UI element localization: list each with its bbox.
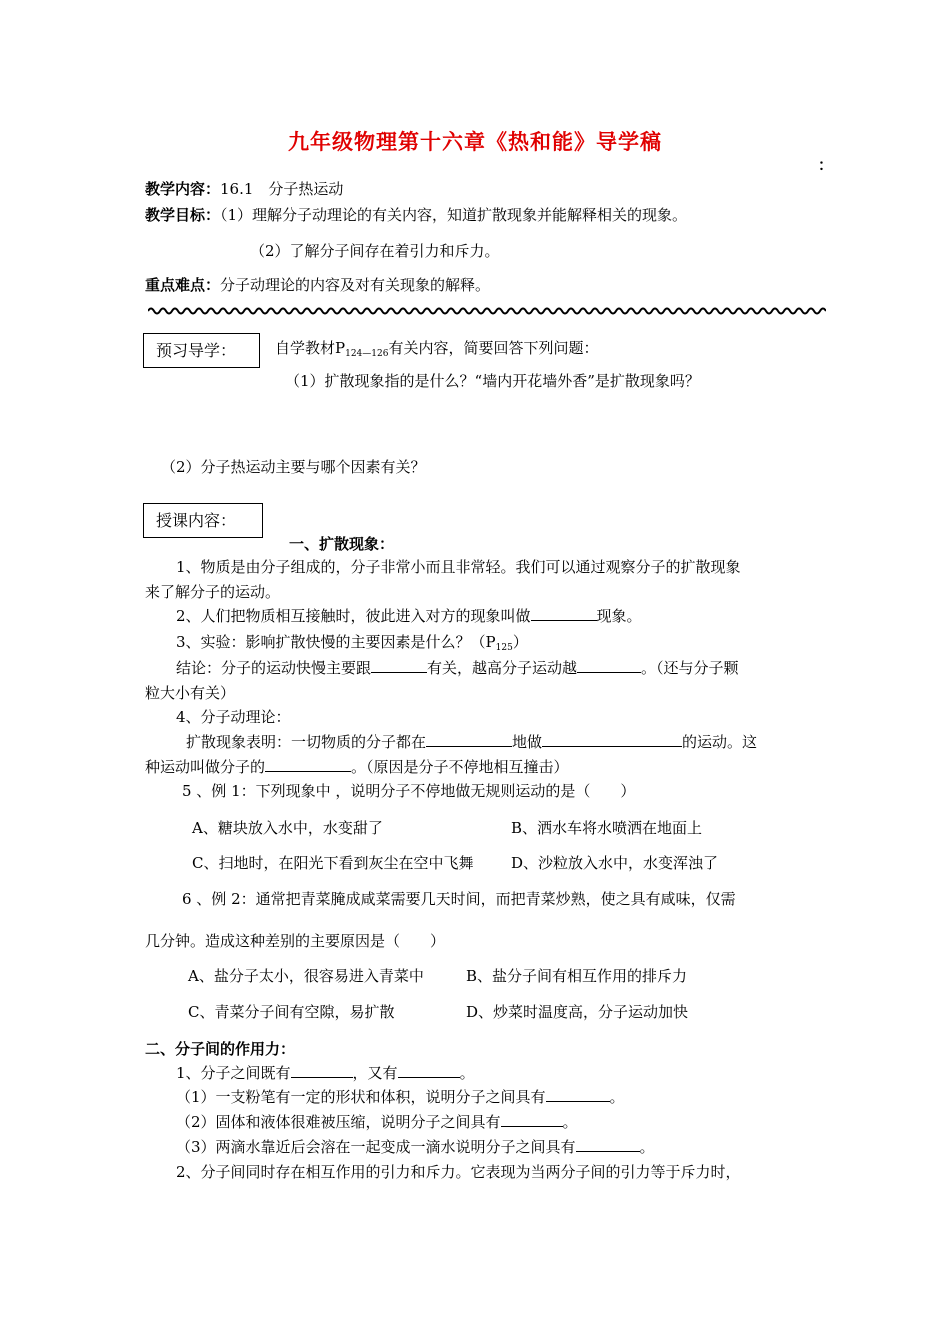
teaching-goal-1: （1）理解分子动理论的有关内容，知道扩散现象并能解释相关的现象。 <box>220 206 688 224</box>
answer-blank[interactable] <box>542 732 682 747</box>
answer-blank[interactable] <box>531 606 597 621</box>
preview-question-2: （2）分子热运动主要与哪个因素有关？ <box>161 458 426 476</box>
conclusion-line-1 <box>176 657 739 678</box>
teaching-goal-label: 教学目标： <box>145 206 221 224</box>
example-1-option-b: B、洒水车将水喷洒在地面上 <box>511 819 703 837</box>
page-title: 九年级物理第十六章《热和能》导学稿 <box>288 129 662 154</box>
teaching-goal-row <box>145 204 687 225</box>
conclusion-pre: 结论：分子的运动快慢主要跟 <box>176 659 372 677</box>
force-1a-pre: （1）一支粉笔有一定的形状和体积，说明分子之间具有 <box>176 1088 546 1106</box>
paragraph-4a-mid: 地做 <box>512 733 543 751</box>
paragraph-4a-post: 的运动。这 <box>682 733 758 751</box>
preview-intro-post: 有关内容，简要回答下列问题： <box>388 339 599 357</box>
paragraph-1-line-1: 1、物质是由分子组成的，分子非常小而且非常轻。我们可以通过观察分子的扩散现象 <box>176 558 741 576</box>
answer-blank[interactable] <box>371 658 427 673</box>
paragraph-3 <box>176 631 528 652</box>
example-2-line-1: 6 、例 2：通常把青菜腌成咸菜需要几天时间，而把青菜炒熟，使之具有咸味，仅需 <box>182 890 736 908</box>
force-1b-pre: （2）固体和液体很难被压缩，说明分子之间具有 <box>176 1113 501 1131</box>
force-1a-post: 。 <box>609 1088 625 1106</box>
teaching-content-value: 16.1 分子热运动 <box>220 180 344 198</box>
conclusion-line-2: 粒大小有关） <box>145 684 236 702</box>
paragraph-3-post: ） <box>512 633 528 651</box>
force-1-mid: ，又有 <box>352 1064 398 1082</box>
paragraph-4a-pre: 扩散现象表明：一切物质的分子都在 <box>186 733 427 751</box>
answer-blank[interactable] <box>265 757 351 772</box>
force-2: 2、分子间同时存在相互作用的引力和斥力。它表现为当两分子间的引力等于斥力时， <box>176 1163 741 1181</box>
paragraph-2-post: 现象。 <box>596 607 642 625</box>
paragraph-4b-post: 。（原因是分子不停地相互撞击） <box>351 758 569 776</box>
paragraph-2 <box>176 605 642 626</box>
example-2-option-b: B、盐分子间有相互作用的排斥力 <box>466 967 688 985</box>
answer-blank[interactable] <box>577 658 641 673</box>
example-1-option-c: C、扫地时，在阳光下看到灰尘在空中飞舞 <box>192 854 474 872</box>
answer-blank[interactable] <box>501 1112 563 1127</box>
answer-blank[interactable] <box>576 1137 640 1152</box>
example-2-option-c: C、青菜分子间有空隙，易扩散 <box>188 1003 395 1021</box>
answer-blank[interactable] <box>426 732 512 747</box>
example-2-option-d: D、炒菜时温度高，分子运动加快 <box>466 1003 689 1021</box>
key-points-row <box>145 274 490 295</box>
paragraph-3-pre: 3、实验：影响扩散快慢的主要因素是什么？（P <box>176 633 496 651</box>
paragraph-4b-pre: 种运动叫做分子的 <box>145 758 266 776</box>
answer-blank[interactable] <box>291 1063 353 1078</box>
preview-intro-sub: 124—126 <box>345 349 389 359</box>
section-2-heading: 二、分子间的作用力： <box>145 1040 296 1058</box>
force-1-post: 。 <box>459 1064 475 1082</box>
force-1 <box>176 1062 475 1083</box>
force-1b-post: 。 <box>562 1113 578 1131</box>
decorative-divider <box>148 306 826 316</box>
force-1a <box>176 1086 625 1107</box>
force-1c-post: 。 <box>639 1138 655 1156</box>
example-1-option-d: D、沙粒放入水中，水变浑浊了 <box>511 854 719 872</box>
example-1-option-a: A、糖块放入水中，水变甜了 <box>192 819 383 837</box>
force-1-pre: 1、分子之间既有 <box>176 1064 291 1082</box>
force-1c-pre: （3）两滴水靠近后会溶在一起变成一滴水说明分子之间具有 <box>176 1138 576 1156</box>
teaching-goal-2: （2）了解分子间存在着引力和斥力。 <box>250 242 500 260</box>
preview-intro-pre: 自学教材P <box>275 339 346 357</box>
section-1-heading: 一、扩散现象： <box>289 535 395 553</box>
paragraph-3-sub: 125 <box>495 643 513 653</box>
preview-question-1: （1）扩散现象指的是什么？“墙内开花墙外香”是扩散现象吗？ <box>285 372 700 390</box>
example-2-line-2: 几分钟。造成这种差别的主要原因是（ ） <box>145 932 446 950</box>
paragraph-4a <box>186 731 757 752</box>
example-2-option-a: A、盐分子太小，很容易进入青菜中 <box>188 967 424 985</box>
example-1-question: 5 、例 1：下列现象中 ，说明分子不停地做无规则运动的是（ ） <box>182 782 636 800</box>
preview-intro <box>275 337 598 358</box>
answer-blank[interactable] <box>546 1087 610 1102</box>
preview-box-label: 预习导学： <box>143 333 260 368</box>
force-1c <box>176 1136 655 1157</box>
conclusion-post: 。（还与分子颗 <box>641 659 739 677</box>
paragraph-4: 4、分子动理论： <box>176 708 291 726</box>
paragraph-1-line-2: 来了解分子的运动。 <box>145 583 281 601</box>
teaching-content-row <box>145 178 343 199</box>
paragraph-4b <box>145 756 569 777</box>
conclusion-mid: 有关，越高分子运动越 <box>427 659 578 677</box>
key-points-label: 重点难点： <box>145 276 221 294</box>
title-mark: ： <box>818 156 834 174</box>
force-1b <box>176 1111 578 1132</box>
answer-blank[interactable] <box>398 1063 460 1078</box>
key-points-value: 分子动理论的内容及对有关现象的解释。 <box>220 276 491 294</box>
paragraph-2-pre: 2、人们把物质相互接触时，彼此进入对方的现象叫做 <box>176 607 531 625</box>
teaching-content-label: 教学内容： <box>145 180 221 198</box>
lesson-box-label: 授课内容： <box>143 503 263 538</box>
